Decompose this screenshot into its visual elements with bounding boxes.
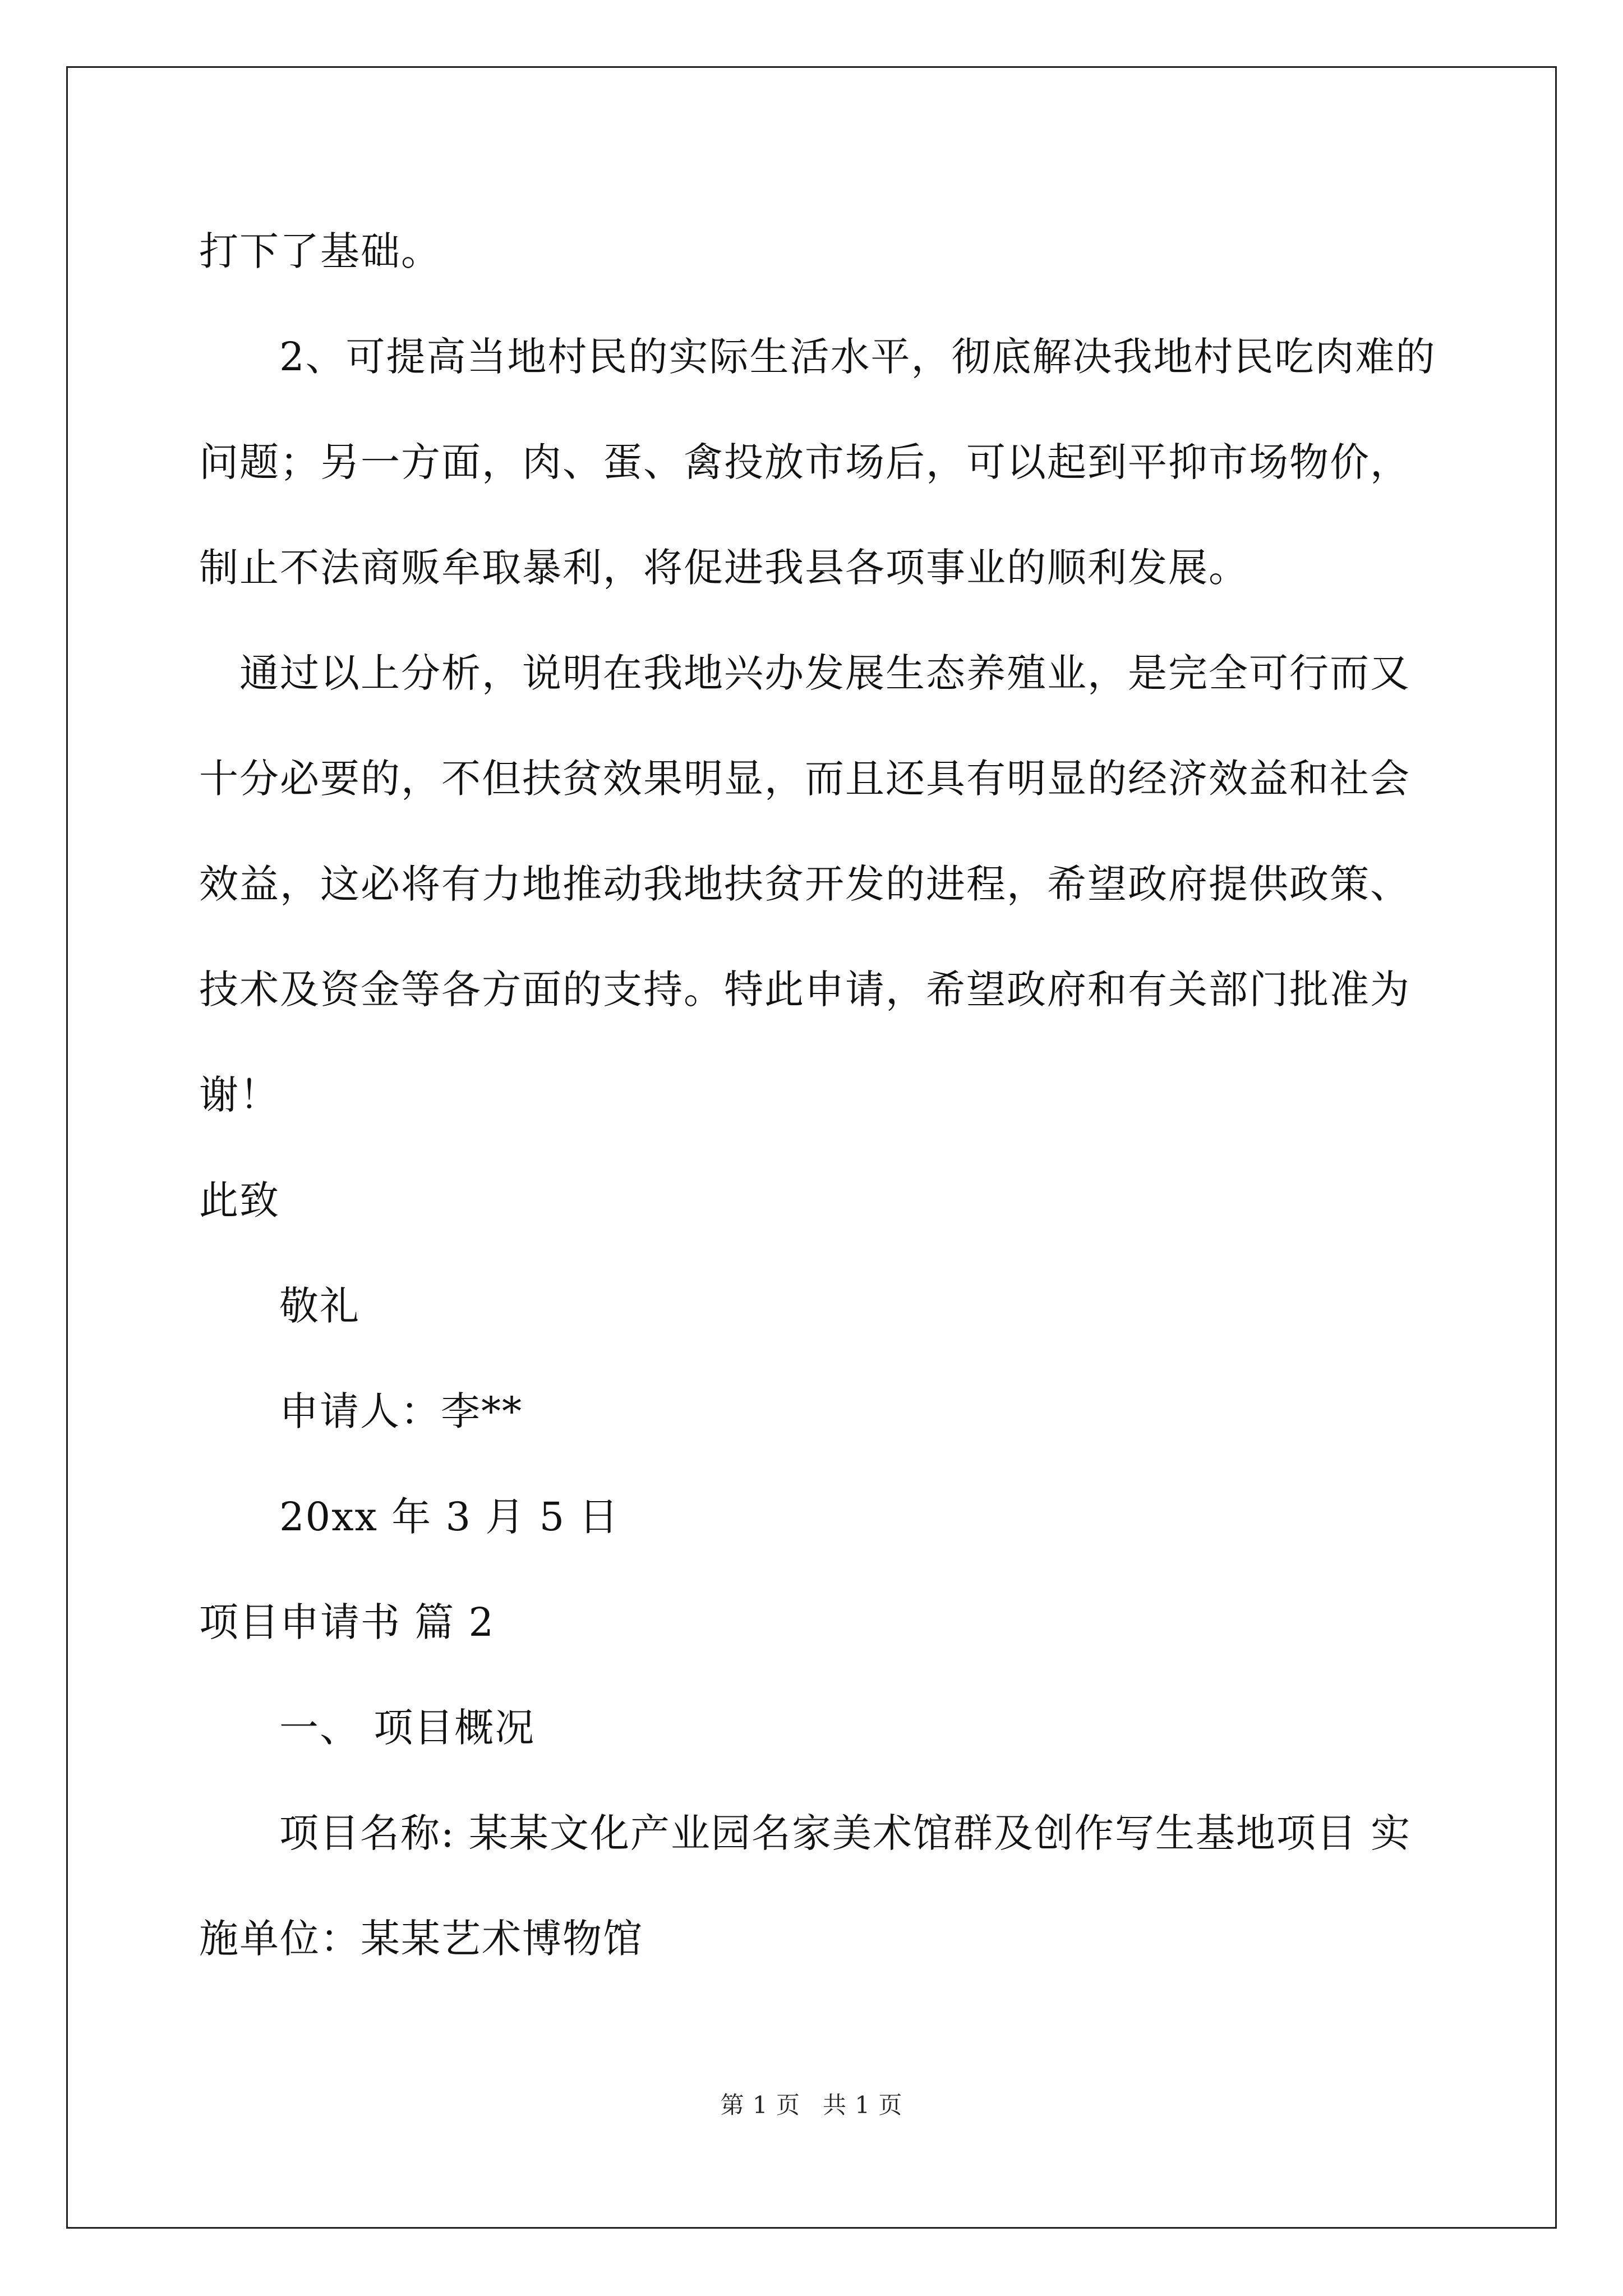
- applicant: 申请人：李**: [279, 1388, 523, 1434]
- text-line: 通过以上分析，说明在我地兴办发展生态养殖业，是完全可行而又: [239, 650, 1410, 696]
- salutation: 此致: [199, 1177, 280, 1223]
- text-line: 十分必要的，不但扶贫效果明显，而且还具有明显的经济效益和社会: [199, 756, 1410, 802]
- text-line: 项目名称: 某某文化产业园名家美术馆群及创作写生基地项目 实: [279, 1810, 1412, 1856]
- subsection-heading: 一、 项目概况: [279, 1705, 536, 1751]
- text-line: 谢！: [199, 1072, 280, 1118]
- text-line: 问题；另一方面，肉、蛋、禽投放市场后，可以起到平抑市场物价，: [199, 439, 1410, 485]
- page-total: 共 1 页: [823, 2091, 903, 2119]
- page-number: 第 1 页: [720, 2091, 800, 2119]
- closing: 敬礼: [279, 1283, 360, 1329]
- section-heading: 项目申请书 篇 2: [199, 1599, 495, 1645]
- text-line: 2、可提高当地村民的实际生活水平，彻底解决我地村民吃肉难的: [279, 334, 1436, 380]
- page-footer: [0, 2090, 1623, 2121]
- text-line: 制止不法商贩牟取暴利，将促进我县各项事业的顺利发展。: [199, 545, 1249, 591]
- page-border: [66, 66, 1557, 2229]
- text-line: 打下了基础。: [199, 228, 441, 274]
- text-line: 效益，这必将有力地推动我地扶贫开发的进程，希望政府提供政策、: [199, 861, 1410, 907]
- date: 20xx 年 3 月 5 日: [279, 1494, 620, 1540]
- text-line: 施单位：某某艺术博物馆: [199, 1916, 643, 1962]
- text-line: 技术及资金等各方面的支持。特此申请，希望政府和有关部门批准为: [199, 967, 1410, 1013]
